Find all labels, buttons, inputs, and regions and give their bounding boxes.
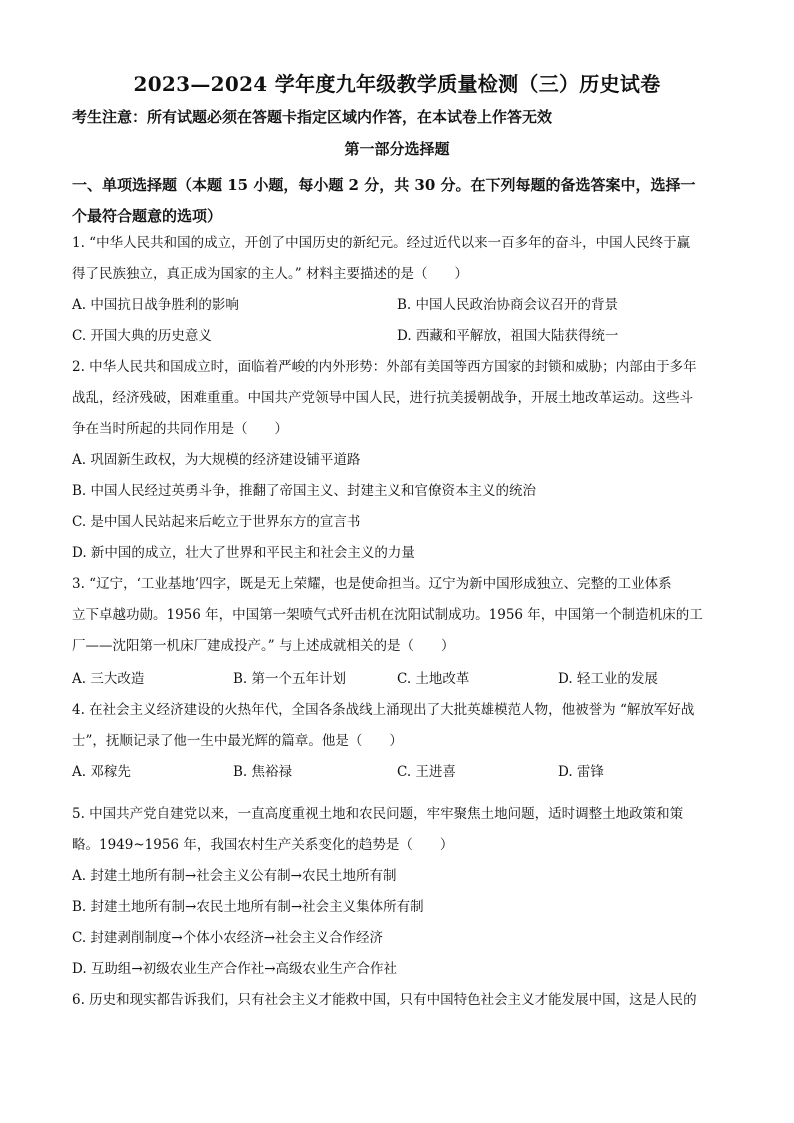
question-line: 6. 历史和现实都告诉我们，只有社会主义才能救中国，只有中国特色社会主义才能发展中国，这是人民的 bbox=[72, 992, 697, 1008]
question-5 bbox=[72, 799, 722, 861]
q1-option-b: B. 中国人民政治协商会议召开的背景 bbox=[397, 297, 619, 313]
question-line: 战乱，经济残破，困难重重。中国共产党领导中国人民，进行抗美援朝战争，开展土地改革运动。这些斗 bbox=[72, 390, 693, 406]
q3-option-c: C. 土地改革 bbox=[397, 671, 470, 687]
question-line: 2. 中华人民共和国成立时，面临着严峻的内外形势：外部有美国等西方国家的封锁和威胁；内部由于多年 bbox=[72, 359, 697, 375]
q1-option-c: C. 开国大典的历史意义 bbox=[72, 328, 212, 344]
question-2 bbox=[72, 352, 722, 445]
q3-option-d: D. 轻工业的发展 bbox=[558, 671, 658, 687]
q5-option-d: D. 互助组→初级农业生产合作社→高级农业生产合作社 bbox=[72, 961, 398, 977]
question-line: 4. 在社会主义经济建设的火热年代，全国各条战线上涌现出了大批英雄模范人物，他被誉为 “解放军好战 bbox=[72, 702, 695, 718]
q1-option-d: D. 西藏和平解放，祖国大陆获得统一 bbox=[397, 328, 619, 344]
question-6 bbox=[72, 985, 722, 1016]
q4-option-c: C. 王进喜 bbox=[397, 764, 456, 780]
q5-option-c: C. 封建剥削制度→个体小农经济→社会主义合作经济 bbox=[72, 930, 384, 946]
q4-option-b: B. 焦裕禄 bbox=[233, 764, 293, 780]
question-4 bbox=[72, 695, 722, 757]
exam-notice: 考生注意：所有试题必须在答题卡指定区域内作答，在本试卷上作答无效 bbox=[72, 108, 553, 126]
question-line: 争在当时所起的共同作用是（ ） bbox=[72, 421, 288, 437]
question-1 bbox=[72, 228, 722, 290]
q3-option-a: A. 三大改造 bbox=[72, 671, 145, 687]
exam-title: 2023—2024 学年度九年级教学质量检测（三）历史试卷 bbox=[133, 72, 661, 96]
section-heading bbox=[72, 170, 722, 232]
q2-option-b: B. 中国人民经过英勇斗争，推翻了帝国主义、封建主义和官僚资本主义的统治 bbox=[72, 483, 537, 499]
question-line: 得了民族独立，真正成为国家的主人。” 材料主要描述的是（ ） bbox=[72, 266, 468, 282]
q4-option-d: D. 雷锋 bbox=[558, 764, 604, 780]
q3-option-b: B. 第一个五年计划 bbox=[233, 671, 347, 687]
question-line: 1. “中华人民共和国的成立，开创了中国历史的新纪元。经过近代以来一百多年的奋斗，中国人民终于赢 bbox=[72, 235, 691, 251]
section-line: 一、单项选择题（本题 15 小题，每小题 2 分，共 30 分。在下列每题的备选答案中，选择一 bbox=[72, 176, 696, 194]
question-3 bbox=[72, 569, 722, 662]
q2-option-d: D. 新中国的成立，壮大了世界和平民主和社会主义的力量 bbox=[72, 545, 415, 561]
question-line: 5. 中国共产党自建党以来，一直高度重视土地和农民问题，牢牢聚焦土地问题，适时调整土地政策和策 bbox=[72, 806, 684, 822]
question-line: 立下卓越功勋。1956 年，中国第一架喷气式歼击机在沈阳试制成功。1956 年，中国第一个制造机床的工 bbox=[72, 607, 703, 623]
question-line: 3. “辽宁，‘工业基地’四字，既是无上荣耀，也是使命担当。辽宁为新中国形成独立、完整的工业体系 bbox=[72, 576, 672, 592]
q4-option-a: A. 邓稼先 bbox=[72, 764, 131, 780]
section-line: 个最符合题意的选项） bbox=[72, 207, 223, 225]
q2-option-c: C. 是中国人民站起来后屹立于世界东方的宣言书 bbox=[72, 514, 361, 530]
q2-option-a: A. 巩固新生政权，为大规模的经济建设铺平道路 bbox=[72, 452, 361, 468]
question-line: 略。1949~1956 年，我国农村生产关系变化的趋势是（ ） bbox=[72, 837, 454, 853]
q1-option-a: A. 中国抗日战争胜利的影响 bbox=[72, 297, 239, 313]
question-line: 厂——沈阳第一机床厂建成投产。” 与上述成就相关的是（ ） bbox=[72, 638, 455, 654]
q5-option-b: B. 封建土地所有制→农民土地所有制→社会主义集体所有制 bbox=[72, 899, 424, 915]
q5-option-a: A. 封建土地所有制→社会主义公有制→农民土地所有制 bbox=[72, 868, 397, 884]
part-heading: 第一部分选择题 bbox=[344, 140, 450, 158]
question-line: 士”，抚顺记录了他一生中最光辉的篇章。他是（ ） bbox=[72, 733, 403, 749]
